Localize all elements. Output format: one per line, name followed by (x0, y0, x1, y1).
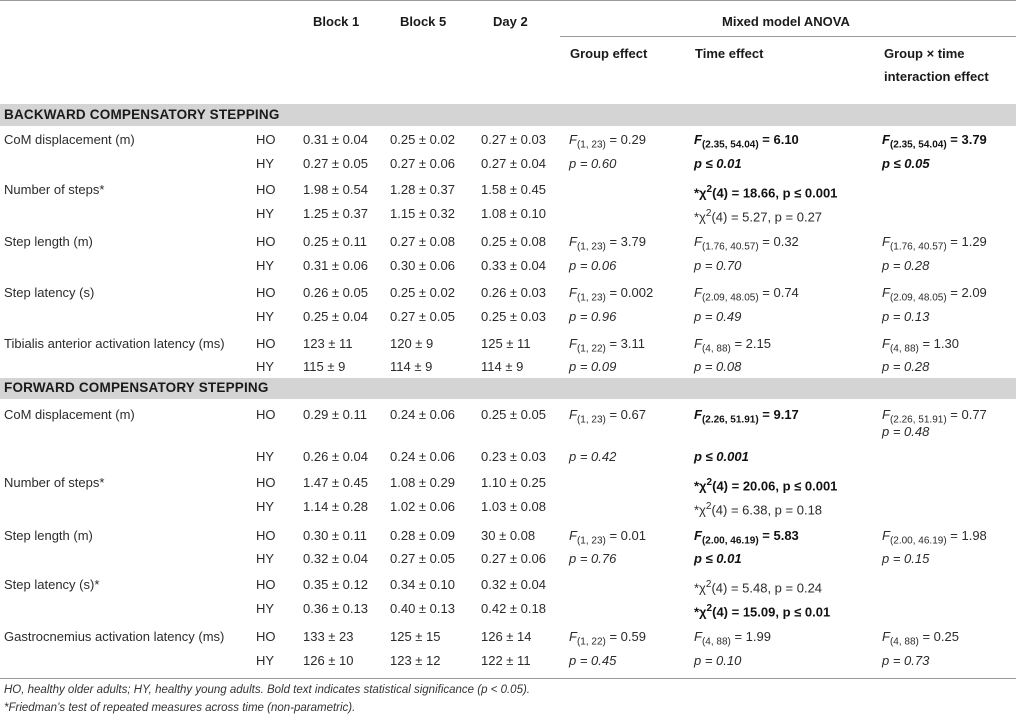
table-cell-hy: 0.24 ± 0.06 (390, 449, 455, 464)
chi-result: (4) = 20.06, p ≤ 0.001 (712, 478, 838, 494)
stat-df: (2.26, 51.91) (889, 414, 947, 426)
chi-symbol: *χ (694, 478, 707, 494)
stat-f-symbol: F (694, 407, 702, 422)
group-label-ho: HO (256, 475, 276, 490)
table-cell-hy: 0.30 ± 0.06 (390, 258, 455, 273)
stat-f-symbol: F (694, 629, 702, 644)
group-label-hy: HY (256, 551, 275, 566)
table-cell-ho: 0.25 ± 0.02 (390, 285, 455, 300)
table-cell-ho: 0.24 ± 0.06 (390, 407, 455, 422)
stat-df: (4, 88) (701, 343, 731, 355)
col-header-block5: Block 5 (400, 14, 447, 29)
time-effect-stat (694, 233, 799, 256)
table-cell-hy: 0.36 ± 0.13 (303, 601, 368, 616)
table-cell-ho: 1.08 ± 0.29 (390, 475, 455, 490)
group-label-ho: HO (256, 629, 276, 644)
table-cell-ho: 126 ± 14 (481, 629, 532, 644)
time-effect-stat (694, 527, 799, 550)
stat-f-symbol: F (882, 234, 890, 249)
stat-df: (2.35, 54.04) (701, 139, 759, 151)
chi-result: (4) = 6.38, p = 0.18 (711, 502, 823, 518)
stat-f-symbol: F (694, 234, 702, 249)
stat-value: = 2.15 (730, 336, 771, 351)
group-label-ho: HO (256, 285, 276, 300)
time-effect-chi-ho (694, 181, 837, 201)
col-header-block1: Block 1 (313, 14, 360, 29)
interaction-effect-p: p = 0.15 (882, 551, 930, 566)
stat-f-symbol: F (569, 629, 577, 644)
anova-rule (560, 36, 1016, 37)
stat-df: (1.76, 40.57) (701, 241, 759, 253)
table-cell-ho: 0.25 ± 0.05 (481, 407, 546, 422)
stat-f-symbol: F (882, 629, 890, 644)
chi-result: (4) = 5.48, p = 0.24 (711, 580, 823, 596)
time-effect-p: p = 0.49 (694, 309, 742, 324)
group-label-hy: HY (256, 156, 275, 171)
group-label-ho: HO (256, 132, 276, 147)
stat-f-symbol: F (569, 528, 577, 543)
table-cell-hy: 0.31 ± 0.06 (303, 258, 368, 273)
time-effect-chi-hy (694, 498, 822, 518)
stat-df: (1, 23) (576, 535, 606, 547)
group-label-ho: HO (256, 407, 276, 422)
time-effect-p: p ≤ 0.01 (694, 156, 742, 171)
table-cell-ho: 0.35 ± 0.12 (303, 577, 368, 592)
table-cell-ho: 30 ± 0.08 (481, 528, 536, 543)
stat-df: (2.00, 46.19) (701, 535, 759, 547)
chi-symbol: *χ (694, 604, 707, 620)
stat-value: = 3.79 (946, 132, 987, 147)
stat-f-symbol: F (569, 407, 577, 422)
group-label-ho: HO (256, 336, 276, 351)
interaction-effect-stat (882, 628, 959, 651)
stat-value: = 0.67 (605, 407, 646, 422)
group-effect-stat (569, 406, 646, 429)
table-cell-ho: 0.25 ± 0.02 (390, 132, 455, 147)
time-effect-stat (694, 628, 771, 651)
interaction-effect-p: p = 0.13 (882, 309, 930, 324)
table-top-rule (0, 0, 1016, 1)
stat-value: = 6.10 (758, 132, 799, 147)
stat-f-symbol: F (569, 285, 577, 300)
table-cell-hy: 0.25 ± 0.03 (481, 309, 546, 324)
table-cell-hy: 1.14 ± 0.28 (303, 499, 368, 514)
table-cell-ho: 125 ± 11 (481, 336, 531, 351)
group-effect-stat (569, 284, 653, 307)
time-effect-chi-ho (694, 474, 837, 494)
chi-result: (4) = 5.27, p = 0.27 (711, 209, 823, 225)
time-effect-chi-hy (694, 600, 830, 620)
stat-df: (2.09, 48.05) (701, 292, 759, 304)
table-cell-ho: 1.47 ± 0.45 (303, 475, 368, 490)
stat-value: = 9.17 (758, 407, 799, 422)
table-cell-ho: 1.58 ± 0.45 (481, 182, 546, 197)
table-bottom-rule (0, 678, 1016, 679)
interaction-effect-stat (882, 284, 987, 307)
table-cell-hy: 0.27 ± 0.05 (303, 156, 368, 171)
footnote-friedman: *Friedman’s test of repeated measures across time (non-parametric). (4, 702, 356, 714)
table-cell-ho: 0.27 ± 0.08 (390, 234, 455, 249)
table-cell-hy: 115 ± 9 (303, 359, 346, 374)
group-effect-stat (569, 233, 646, 256)
group-effect-p: p = 0.60 (569, 156, 617, 171)
measure-label: Tibialis anterior activation latency (ms) (4, 336, 225, 351)
table-cell-hy: 126 ± 10 (303, 653, 354, 668)
table-cell-ho: 133 ± 23 (303, 629, 354, 644)
table-cell-ho: 1.28 ± 0.37 (390, 182, 455, 197)
group-label-ho: HO (256, 234, 276, 249)
stat-value: = 0.32 (758, 234, 799, 249)
chi-exponent: 2 (706, 477, 713, 488)
table-cell-ho: 0.34 ± 0.10 (390, 577, 455, 592)
table-cell-hy: 0.42 ± 0.18 (481, 601, 546, 616)
group-effect-stat (569, 527, 646, 550)
chi-symbol: *χ (694, 185, 707, 201)
chi-symbol: *χ (694, 209, 706, 225)
stat-df: (4, 88) (889, 343, 919, 355)
stat-df: (2.35, 54.04) (889, 139, 947, 151)
stat-df: (2.00, 46.19) (889, 535, 947, 547)
measure-label: Step length (m) (4, 234, 93, 249)
group-effect-p: p = 0.76 (569, 551, 617, 566)
time-effect-p: p ≤ 0.01 (694, 551, 742, 566)
time-effect-p: p = 0.70 (694, 258, 742, 273)
stat-df: (1, 23) (576, 241, 606, 253)
group-effect-stat (569, 131, 646, 154)
time-effect-stat (694, 131, 799, 154)
group-label-hy: HY (256, 449, 275, 464)
interaction-effect-p: p = 0.73 (882, 653, 930, 668)
chi-exponent: 2 (705, 208, 712, 219)
stat-value: = 5.83 (758, 528, 799, 543)
table-cell-hy: 1.08 ± 0.10 (481, 206, 546, 221)
stat-df: (1.76, 40.57) (889, 241, 947, 253)
table-cell-ho: 0.30 ± 0.11 (303, 528, 367, 543)
table-cell-ho: 123 ± 11 (303, 336, 353, 351)
stat-value: = 0.002 (605, 285, 654, 300)
chi-exponent: 2 (706, 603, 713, 614)
group-label-hy: HY (256, 499, 275, 514)
chi-result: (4) = 18.66, p ≤ 0.001 (712, 185, 838, 201)
stat-df: (2.09, 48.05) (889, 292, 947, 304)
table-cell-hy: 0.23 ± 0.03 (481, 449, 546, 464)
table-cell-hy: 0.27 ± 0.05 (390, 309, 455, 324)
measure-label: CoM displacement (m) (4, 407, 135, 422)
stat-f-symbol: F (694, 336, 702, 351)
time-effect-p: p = 0.08 (694, 359, 742, 374)
chi-result: (4) = 15.09, p ≤ 0.01 (712, 604, 831, 620)
table-cell-hy: 0.27 ± 0.04 (481, 156, 546, 171)
table-cell-hy: 1.03 ± 0.08 (481, 499, 546, 514)
stat-df: (1, 23) (576, 414, 606, 426)
table-cell-ho: 125 ± 15 (390, 629, 441, 644)
stat-f-symbol: F (882, 528, 890, 543)
col-header-day2: Day 2 (493, 14, 528, 29)
stat-f-symbol: F (882, 407, 890, 422)
measure-label: Number of steps* (4, 475, 105, 490)
table-cell-hy: 114 ± 9 (390, 359, 433, 374)
time-effect-chi-hy (694, 205, 822, 225)
stat-df: (1, 22) (576, 636, 606, 648)
measure-label: CoM displacement (m) (4, 132, 135, 147)
measure-label: Number of steps* (4, 182, 105, 197)
time-effect-stat (694, 406, 799, 429)
interaction-effect-stat (882, 131, 987, 154)
table-cell-hy: 114 ± 9 (481, 359, 524, 374)
measure-label: Step latency (s)* (4, 577, 100, 592)
table-cell-hy: 0.32 ± 0.04 (303, 551, 368, 566)
time-effect-stat (694, 284, 799, 307)
stat-f-symbol: F (882, 336, 890, 351)
col-header-time-effect: Time effect (695, 46, 764, 61)
table-cell-ho: 0.26 ± 0.05 (303, 285, 368, 300)
table-cell-ho: 0.25 ± 0.11 (303, 234, 367, 249)
stat-f-symbol: F (569, 336, 577, 351)
group-effect-stat (569, 628, 646, 651)
table-cell-hy: 0.27 ± 0.06 (481, 551, 546, 566)
stat-df: (4, 88) (889, 636, 919, 648)
group-label-hy: HY (256, 359, 275, 374)
stat-f-symbol: F (569, 132, 577, 147)
stat-value: = 1.29 (946, 234, 987, 249)
group-effect-p: p = 0.09 (569, 359, 617, 374)
stat-value: = 3.79 (605, 234, 646, 249)
section-title-backward: BACKWARD COMPENSATORY STEPPING (4, 107, 280, 122)
interaction-effect-stat (882, 233, 987, 256)
interaction-effect-p: p = 0.48 (882, 424, 930, 439)
stat-df: (1, 23) (576, 292, 606, 304)
group-label-hy: HY (256, 206, 275, 221)
table-cell-hy: 122 ± 11 (481, 653, 531, 668)
interaction-effect-stat (882, 527, 987, 550)
group-effect-p: p = 0.06 (569, 258, 617, 273)
group-effect-p: p = 0.45 (569, 653, 617, 668)
chi-exponent: 2 (705, 579, 712, 590)
stat-value: = 0.77 (946, 407, 987, 422)
table-cell-hy: 123 ± 12 (390, 653, 441, 668)
stat-df: (2.26, 51.91) (701, 414, 759, 426)
table-cell-ho: 0.26 ± 0.03 (481, 285, 546, 300)
group-label-hy: HY (256, 258, 275, 273)
measure-label: Step latency (s) (4, 285, 95, 300)
group-effect-p: p = 0.42 (569, 449, 617, 464)
table-cell-ho: 0.25 ± 0.08 (481, 234, 546, 249)
group-label-hy: HY (256, 601, 275, 616)
table-cell-hy: 0.25 ± 0.04 (303, 309, 368, 324)
col-header-anova: Mixed model ANOVA (722, 14, 850, 29)
stat-value: = 0.29 (605, 132, 646, 147)
chi-exponent: 2 (706, 184, 713, 195)
stat-value: = 0.25 (918, 629, 959, 644)
table-cell-hy: 1.25 ± 0.37 (303, 206, 368, 221)
stat-df: (1, 22) (576, 343, 606, 355)
group-effect-p: p = 0.96 (569, 309, 617, 324)
group-effect-stat (569, 335, 645, 358)
footnote-abbreviations: HO, healthy older adults; HY, healthy young adults. Bold text indicates statistical significance (p < 0.05). (4, 684, 530, 696)
interaction-effect-p: p = 0.28 (882, 359, 930, 374)
table-cell-ho: 0.31 ± 0.04 (303, 132, 368, 147)
chi-exponent: 2 (705, 501, 712, 512)
stat-f-symbol: F (694, 132, 702, 147)
table-cell-ho: 0.28 ± 0.09 (390, 528, 455, 543)
table-cell-ho: 1.98 ± 0.54 (303, 182, 368, 197)
stat-df: (1, 23) (576, 139, 606, 151)
stat-value: = 1.98 (946, 528, 987, 543)
table-cell-hy: 0.33 ± 0.04 (481, 258, 546, 273)
stat-df: (4, 88) (701, 636, 731, 648)
col-header-group-effect: Group effect (570, 46, 648, 61)
stat-f-symbol: F (694, 285, 702, 300)
stat-value: = 2.09 (946, 285, 987, 300)
measure-label: Step length (m) (4, 528, 93, 543)
table-cell-ho: 0.32 ± 0.04 (481, 577, 546, 592)
group-label-ho: HO (256, 528, 276, 543)
table-cell-ho: 0.27 ± 0.03 (481, 132, 546, 147)
group-label-ho: HO (256, 577, 276, 592)
group-label-hy: HY (256, 309, 275, 324)
stat-value: = 0.74 (758, 285, 799, 300)
col-header-interaction-2: interaction effect (884, 69, 989, 84)
table-cell-hy: 1.15 ± 0.32 (390, 206, 455, 221)
stat-f-symbol: F (569, 234, 577, 249)
time-effect-stat (694, 335, 771, 358)
time-effect-p: p ≤ 0.001 (694, 449, 749, 464)
chi-symbol: *χ (694, 580, 706, 596)
interaction-effect-p: p ≤ 0.05 (882, 156, 930, 171)
interaction-effect-stat (882, 335, 959, 358)
time-effect-chi-ho (694, 576, 822, 596)
stat-f-symbol: F (882, 285, 890, 300)
table-cell-hy: 0.26 ± 0.04 (303, 449, 368, 464)
stat-f-symbol: F (882, 132, 890, 147)
stat-value: = 1.99 (730, 629, 771, 644)
section-title-forward: FORWARD COMPENSATORY STEPPING (4, 380, 269, 395)
group-label-hy: HY (256, 653, 275, 668)
chi-symbol: *χ (694, 502, 706, 518)
stat-value: = 0.59 (605, 629, 646, 644)
stat-value: = 3.11 (605, 336, 646, 351)
stat-f-symbol: F (694, 528, 702, 543)
table-cell-hy: 0.27 ± 0.05 (390, 551, 455, 566)
table-cell-ho: 0.29 ± 0.11 (303, 407, 367, 422)
table-cell-ho: 120 ± 9 (390, 336, 434, 351)
measure-label: Gastrocnemius activation latency (ms) (4, 629, 225, 644)
col-header-interaction-1: Group × time (884, 46, 965, 61)
table-cell-ho: 1.10 ± 0.25 (481, 475, 546, 490)
table-cell-hy: 0.40 ± 0.13 (390, 601, 455, 616)
table-cell-hy: 1.02 ± 0.06 (390, 499, 455, 514)
group-label-ho: HO (256, 182, 276, 197)
stat-value: = 0.01 (605, 528, 646, 543)
stat-value: = 1.30 (918, 336, 959, 351)
time-effect-p: p = 0.10 (694, 653, 742, 668)
interaction-effect-p: p = 0.28 (882, 258, 930, 273)
table-cell-hy: 0.27 ± 0.06 (390, 156, 455, 171)
